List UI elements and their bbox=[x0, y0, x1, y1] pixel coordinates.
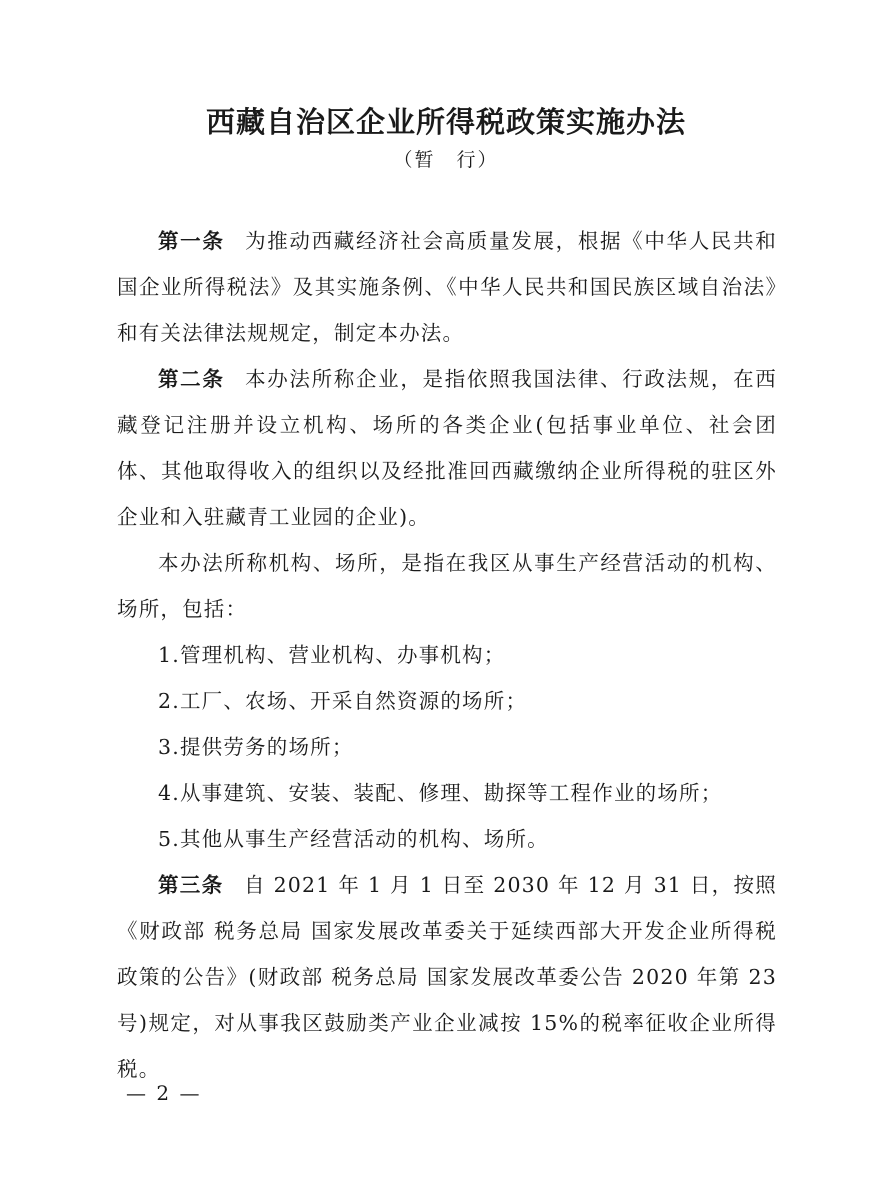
article-2-text: 本办法所称企业，是指依照我国法律、行政法规，在西藏登记注册并设立机构、场所的各类企业(包括事业单位、社会团体、其他取得收入的组织以及经批准回西藏缴纳企业所得税的驻区外企业和入驻藏青工业园的企业)。 bbox=[117, 367, 777, 529]
list-item-5: 5.其他从事生产经营活动的机构、场所。 bbox=[158, 827, 549, 851]
article-3-text: 自 2021 年 1 月 1 日至 2030 年 12 月 31 日，按照《财政部 税务总局 国家发展改革委关于延续西部大开发企业所得税政策的公告》(财政部 税务总局 国家发展改革委公告 2020 年第 23 号)规定，对从事我区鼓励类产业企业减按 15%的税率征收企业所得税。 bbox=[117, 873, 777, 1081]
article-2-number: 第二条 bbox=[158, 367, 225, 391]
article-1 bbox=[117, 218, 777, 356]
article-3 bbox=[117, 862, 777, 1092]
list-item-4: 4.从事建筑、安装、装配、修理、勘探等工程作业的场所； bbox=[158, 781, 723, 805]
list-item-2: 2.工厂、农场、开采自然资源的场所； bbox=[158, 689, 528, 713]
document-title: 西藏自治区企业所得税政策实施办法 bbox=[205, 105, 686, 139]
document-body bbox=[117, 218, 777, 1092]
article-1-number: 第一条 bbox=[158, 229, 225, 253]
article-2-paragraph-2: 本办法所称机构、场所，是指在我区从事生产经营活动的机构、场所，包括： bbox=[117, 551, 777, 621]
article-3-number: 第三条 bbox=[158, 873, 224, 897]
article-2 bbox=[117, 356, 777, 540]
list-item-1: 1.管理机构、营业机构、办事机构； bbox=[158, 643, 506, 667]
article-1-text: 为推动西藏经济社会高质量发展，根据《中华人民共和国企业所得税法》及其实施条例、《中华人民共和国民族区域自治法》和有关法律法规规定，制定本办法。 bbox=[117, 229, 777, 345]
document-subtitle: （暂 行） bbox=[393, 149, 499, 171]
page-number: — 2 — bbox=[126, 1081, 202, 1105]
list-item-3: 3.提供劳务的场所； bbox=[158, 735, 354, 759]
